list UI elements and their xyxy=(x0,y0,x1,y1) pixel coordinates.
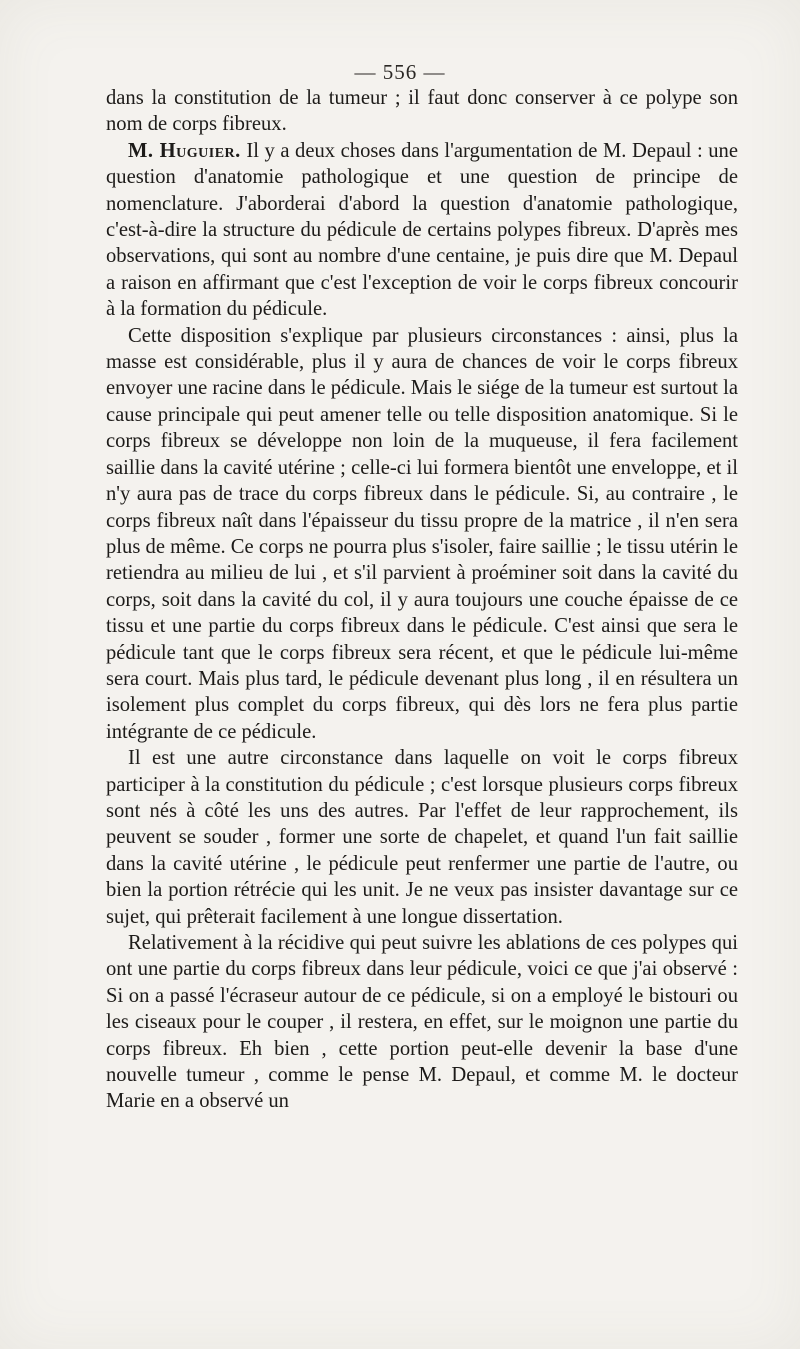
paragraph-circonstance: Il est une autre circonstance dans laquelle on voit le corps fibreux participer à la constitution du pédicule ; c'est lorsque plusieurs corps fibreux sont nés à côté les uns des autres. Par l'effet de leur rapprochement, ils peuvent se souder , former une sorte de chapelet, et quand l'un fait saillie dans la cavité utérine , le pédicule peut renfermer une partie de l'autre, ou bien la portion rétrécie qui les unit. Je ne veux pas insister davantage sur ce sujet, qui prêterait facilement à une longue dissertation. xyxy=(106,747,738,928)
page-number: — 556 — xyxy=(354,60,446,84)
paragraph-continuation: dans la constitution de la tumeur ; il faut donc conserver à ce polype son nom de corps fibreux. xyxy=(106,87,738,136)
paragraph-disposition: Cette disposition s'explique par plusieurs circonstances : ainsi, plus la masse est considérable, plus il y aura de chances de voir le corps fibreux envoyer une racine dans le pédicule. Mais le siége de la tumeur est surtout la cause principale qui peut amener telle ou telle disposition anatomique. Si le corps fibreux se développe non loin de la muqueuse, il fera facilement saillie dans la cavité utérine ; celle-ci lui formera bientôt une enveloppe, et il n'y aura pas de trace du corps fibreux dans le pédicule. Si, au contraire , le corps fibreux naît dans l'épaisseur du tissu propre de la matrice , il n'en sera plus de même. Ce corps ne pourra plus s'isoler, faire saillie ; le tissu utérin le retiendra au milieu de lui , et s'il parvient à proéminer soit dans la cavité du corps, soit dans la cavité du col, il y aura toujours une couche épaisse de ce tissu et une partie du corps fibreux dans le pédicule. C'est ainsi que sera le pédicule tant que le corps fibreux sera récent, et que le pédicule lui-même sera court. Mais plus tard, le pédicule devenant plus long , il en résultera un isolement plus complet du corps fibreux, qui dès lors ne fera plus partie intégrante de ce pédicule. xyxy=(106,324,738,743)
paragraph-text: Il y a deux choses dans l'argumentation de M. Depaul : une question d'anatomie pathologique et une question de principe de nomenclature. J'aborderai d'abord la question d'anatomie pathologique, c'est-à-dire la structure du pédicule de certains polypes fibreux. D'après mes observations, qui sont au nombre d'une centaine, je puis dire que M. Depaul a raison en affirmant que c'est l'exception de voir le corps fibreux concourir à la formation du pédicule. xyxy=(106,139,738,321)
body-text xyxy=(106,85,738,1115)
paragraph-recidive: Relativement à la récidive qui peut suivre les ablations de ces polypes qui ont une partie du corps fibreux dans leur pédicule, voici ce que j'ai observé : Si on a passé l'écraseur autour de ce pédicule, si on a employé le bistouri ou les ciseaux pour le couper , il restera, en effet, sur le moignon une partie du corps fibreux. Eh bien , cette portion peut-elle devenir la base d'une nouvelle tumeur , comme le pense M. Depaul, et comme M. le docteur Marie en a observé un xyxy=(106,932,738,1113)
paragraph-huguier xyxy=(106,138,738,323)
speaker-name: M. Huguier. xyxy=(128,139,241,162)
